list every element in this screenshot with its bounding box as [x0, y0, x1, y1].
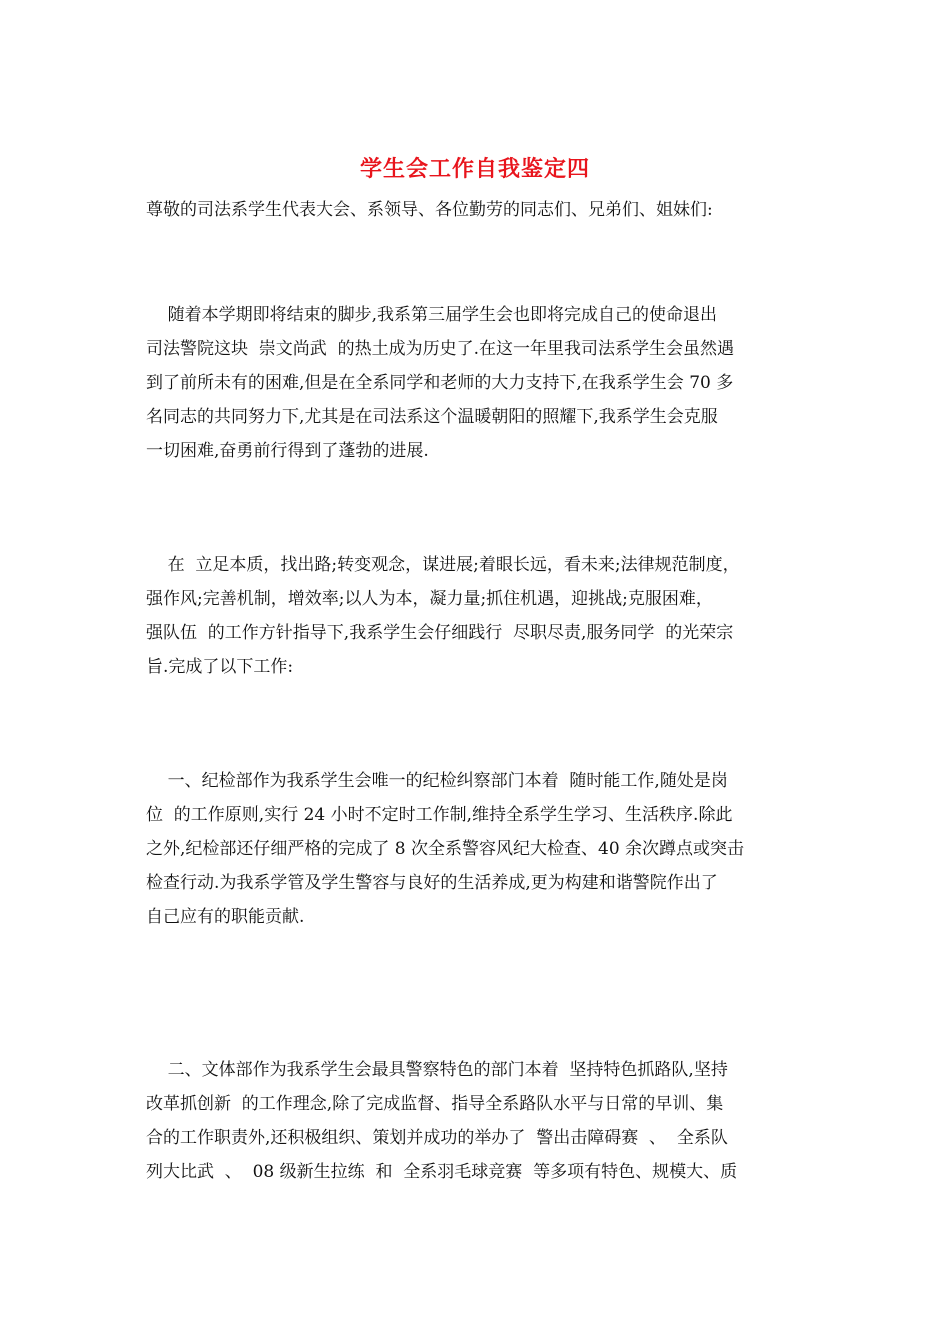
paragraph-line: 一切困难,奋勇前行得到了蓬勃的进展. — [146, 441, 429, 461]
paragraph-line: 一、纪检部作为我系学生会唯一的纪检纠察部门本着 随时能工作,随处是岗 — [146, 771, 728, 791]
document-title: 学生会工作自我鉴定四 — [359, 156, 590, 182]
paragraph-line: 合的工作职责外,还积极组织、策划并成功的举办了 警出击障碍赛 、 全系队 — [146, 1128, 728, 1148]
paragraph-line: 改革抓创新 的工作理念,除了完成监督、指导全系路队水平与日常的早训、集 — [146, 1094, 724, 1114]
paragraph-line: 名同志的共同努力下,尤其是在司法系这个温暖朝阳的照耀下,我系学生会克服 — [146, 407, 718, 427]
paragraph-line: 强作风;完善机制，增效率;以人为本，凝力量;抓住机遇，迎挑战;克服困难， — [146, 589, 713, 609]
paragraph-line: 在 立足本质，找出路;转变观念，谋进展;着眼长远，看未来;法律规范制度， — [146, 555, 740, 575]
paragraph-line: 司法警院这块 崇文尚武 的热土成为历史了.在这一年里我司法系学生会虽然遇 — [146, 339, 735, 359]
paragraph-line: 强队伍 的工作方针指导下,我系学生会仔细践行 尽职尽责,服务同学 的光荣宗 — [146, 623, 734, 643]
salutation-line: 尊敬的司法系学生代表大会、系领导、各位勤劳的同志们、兄弟们、姐妹们: — [146, 200, 713, 220]
paragraph-line: 旨.完成了以下工作: — [146, 657, 294, 677]
paragraph-line: 检查行动.为我系学管及学生警容与良好的生活养成,更为构建和谐警院作出了 — [146, 873, 718, 893]
paragraph-1 — [146, 298, 816, 468]
paragraph-line: 自己应有的职能贡献. — [146, 907, 305, 927]
paragraph-line: 之外,纪检部还仔细严格的完成了 8 次全系警容风纪大检查、40 余次蹲点或突击 — [146, 839, 745, 859]
paragraph-line: 随着本学期即将结束的脚步,我系第三届学生会也即将完成自己的使命退出 — [146, 305, 718, 325]
paragraph-line: 列大比武 、 08 级新生拉练 和 全系羽毛球竞赛 等多项有特色、规模大、质 — [146, 1162, 738, 1182]
paragraph-2 — [146, 548, 816, 684]
paragraph-line: 到了前所未有的困难,但是在全系同学和老师的大力支持下,在我系学生会 70 多 — [146, 373, 734, 393]
paragraph-4 — [146, 1053, 816, 1189]
paragraph-3 — [146, 764, 816, 934]
paragraph-line: 位 的工作原则,实行 24 小时不定时工作制,维持全系学生学习、生活秩序.除此 — [146, 805, 733, 825]
paragraph-line: 二、文体部作为我系学生会最具警察特色的部门本着 坚持特色抓路队,坚持 — [146, 1060, 728, 1080]
